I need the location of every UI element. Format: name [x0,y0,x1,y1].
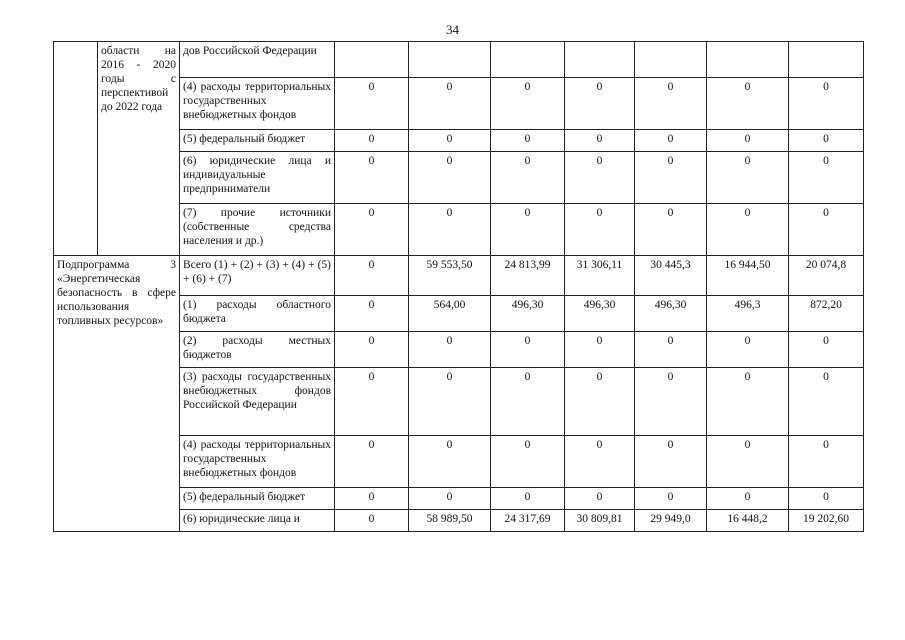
value-cell [409,42,491,78]
funding-source-cell: Всего (1) + (2) + (3) + (4) + (5) + (6) + (7) [180,256,335,296]
value-cell: 0 [409,488,491,510]
value-cell: 0 [635,204,707,256]
value-cell: 564,00 [409,296,491,332]
value-cell: 0 [707,78,789,130]
value-cell: 0 [789,488,864,510]
value-cell [707,42,789,78]
value-cell: 0 [409,130,491,152]
value-cell: 0 [409,78,491,130]
value-cell: 0 [789,204,864,256]
table-row [54,42,864,78]
value-cell: 0 [707,368,789,436]
value-cell: 0 [565,204,635,256]
value-cell: 0 [335,332,409,368]
funding-source-cell: (1) расходы областного бюджета [180,296,335,332]
value-cell: 0 [491,332,565,368]
value-cell: 0 [409,332,491,368]
value-cell: 496,30 [491,296,565,332]
value-cell: 0 [789,436,864,488]
funding-source-cell: (6) юридические лица и индивидуальные предприниматели [180,152,335,204]
value-cell: 0 [635,152,707,204]
value-cell: 0 [635,436,707,488]
value-cell: 30 809,81 [565,510,635,532]
empty-cell [54,42,98,256]
value-cell: 0 [335,436,409,488]
value-cell: 496,30 [635,296,707,332]
subprogram-name-cell: Подпрограмма 3 «Энергетическая безопасность в сфере использования топливных ресурсов» [54,256,180,532]
value-cell: 0 [635,332,707,368]
value-cell: 0 [491,488,565,510]
value-cell: 0 [707,332,789,368]
value-cell: 0 [635,488,707,510]
value-cell: 496,30 [565,296,635,332]
value-cell: 0 [789,152,864,204]
value-cell: 24 813,99 [491,256,565,296]
value-cell: 31 306,11 [565,256,635,296]
value-cell: 0 [565,488,635,510]
funding-source-cell: (7) прочие источники (собственные средства населения и др.) [180,204,335,256]
value-cell: 0 [491,78,565,130]
value-cell: 0 [707,152,789,204]
value-cell: 0 [335,152,409,204]
value-cell: 0 [789,78,864,130]
value-cell: 29 949,0 [635,510,707,532]
value-cell: 0 [491,130,565,152]
value-cell: 872,20 [789,296,864,332]
value-cell: 0 [335,256,409,296]
value-cell: 0 [335,368,409,436]
value-cell: 58 989,50 [409,510,491,532]
value-cell: 30 445,3 [635,256,707,296]
funding-source-cell: дов Российской Федерации [180,42,335,78]
value-cell: 0 [565,368,635,436]
value-cell: 0 [491,204,565,256]
value-cell [789,42,864,78]
value-cell: 0 [409,368,491,436]
value-cell: 0 [565,78,635,130]
budget-table [53,41,864,532]
funding-source-cell: (5) федеральный бюджет [180,488,335,510]
value-cell: 0 [565,436,635,488]
value-cell: 0 [335,204,409,256]
value-cell: 16 448,2 [707,510,789,532]
value-cell: 59 553,50 [409,256,491,296]
funding-source-cell: (4) расходы территориальных государственных внебюджетных фондов [180,436,335,488]
value-cell: 0 [707,488,789,510]
value-cell: 0 [707,204,789,256]
value-cell: 0 [409,204,491,256]
value-cell: 0 [635,130,707,152]
funding-source-cell: (5) федеральный бюджет [180,130,335,152]
table-row [54,256,864,296]
value-cell: 0 [491,436,565,488]
value-cell: 0 [491,368,565,436]
funding-source-cell: (2) расходы местных бюджетов [180,332,335,368]
value-cell: 0 [409,152,491,204]
value-cell: 496,3 [707,296,789,332]
value-cell: 0 [565,152,635,204]
value-cell: 0 [409,436,491,488]
value-cell: 24 317,69 [491,510,565,532]
value-cell: 0 [565,130,635,152]
value-cell: 0 [635,78,707,130]
value-cell [491,42,565,78]
value-cell [635,42,707,78]
value-cell: 0 [335,78,409,130]
value-cell: 0 [491,152,565,204]
funding-source-cell: (6) юридические лица и [180,510,335,532]
value-cell: 0 [789,368,864,436]
value-cell: 0 [707,436,789,488]
value-cell: 0 [635,368,707,436]
value-cell: 0 [335,510,409,532]
value-cell: 0 [335,130,409,152]
value-cell: 0 [789,130,864,152]
value-cell: 0 [335,296,409,332]
value-cell: 0 [707,130,789,152]
value-cell: 0 [335,488,409,510]
program-name-cell: области на 2016 - 2020 годы с перспективой до 2022 года [98,42,180,256]
value-cell: 20 074,8 [789,256,864,296]
value-cell: 0 [565,332,635,368]
page-number: 34 [446,22,459,37]
value-cell: 19 202,60 [789,510,864,532]
value-cell: 16 944,50 [707,256,789,296]
value-cell [565,42,635,78]
funding-source-cell: (4) расходы территориальных государственных внебюджетных фондов [180,78,335,130]
funding-source-cell: (3) расходы государственных внебюджетных фондов Российской Федерации [180,368,335,436]
value-cell [335,42,409,78]
value-cell: 0 [789,332,864,368]
